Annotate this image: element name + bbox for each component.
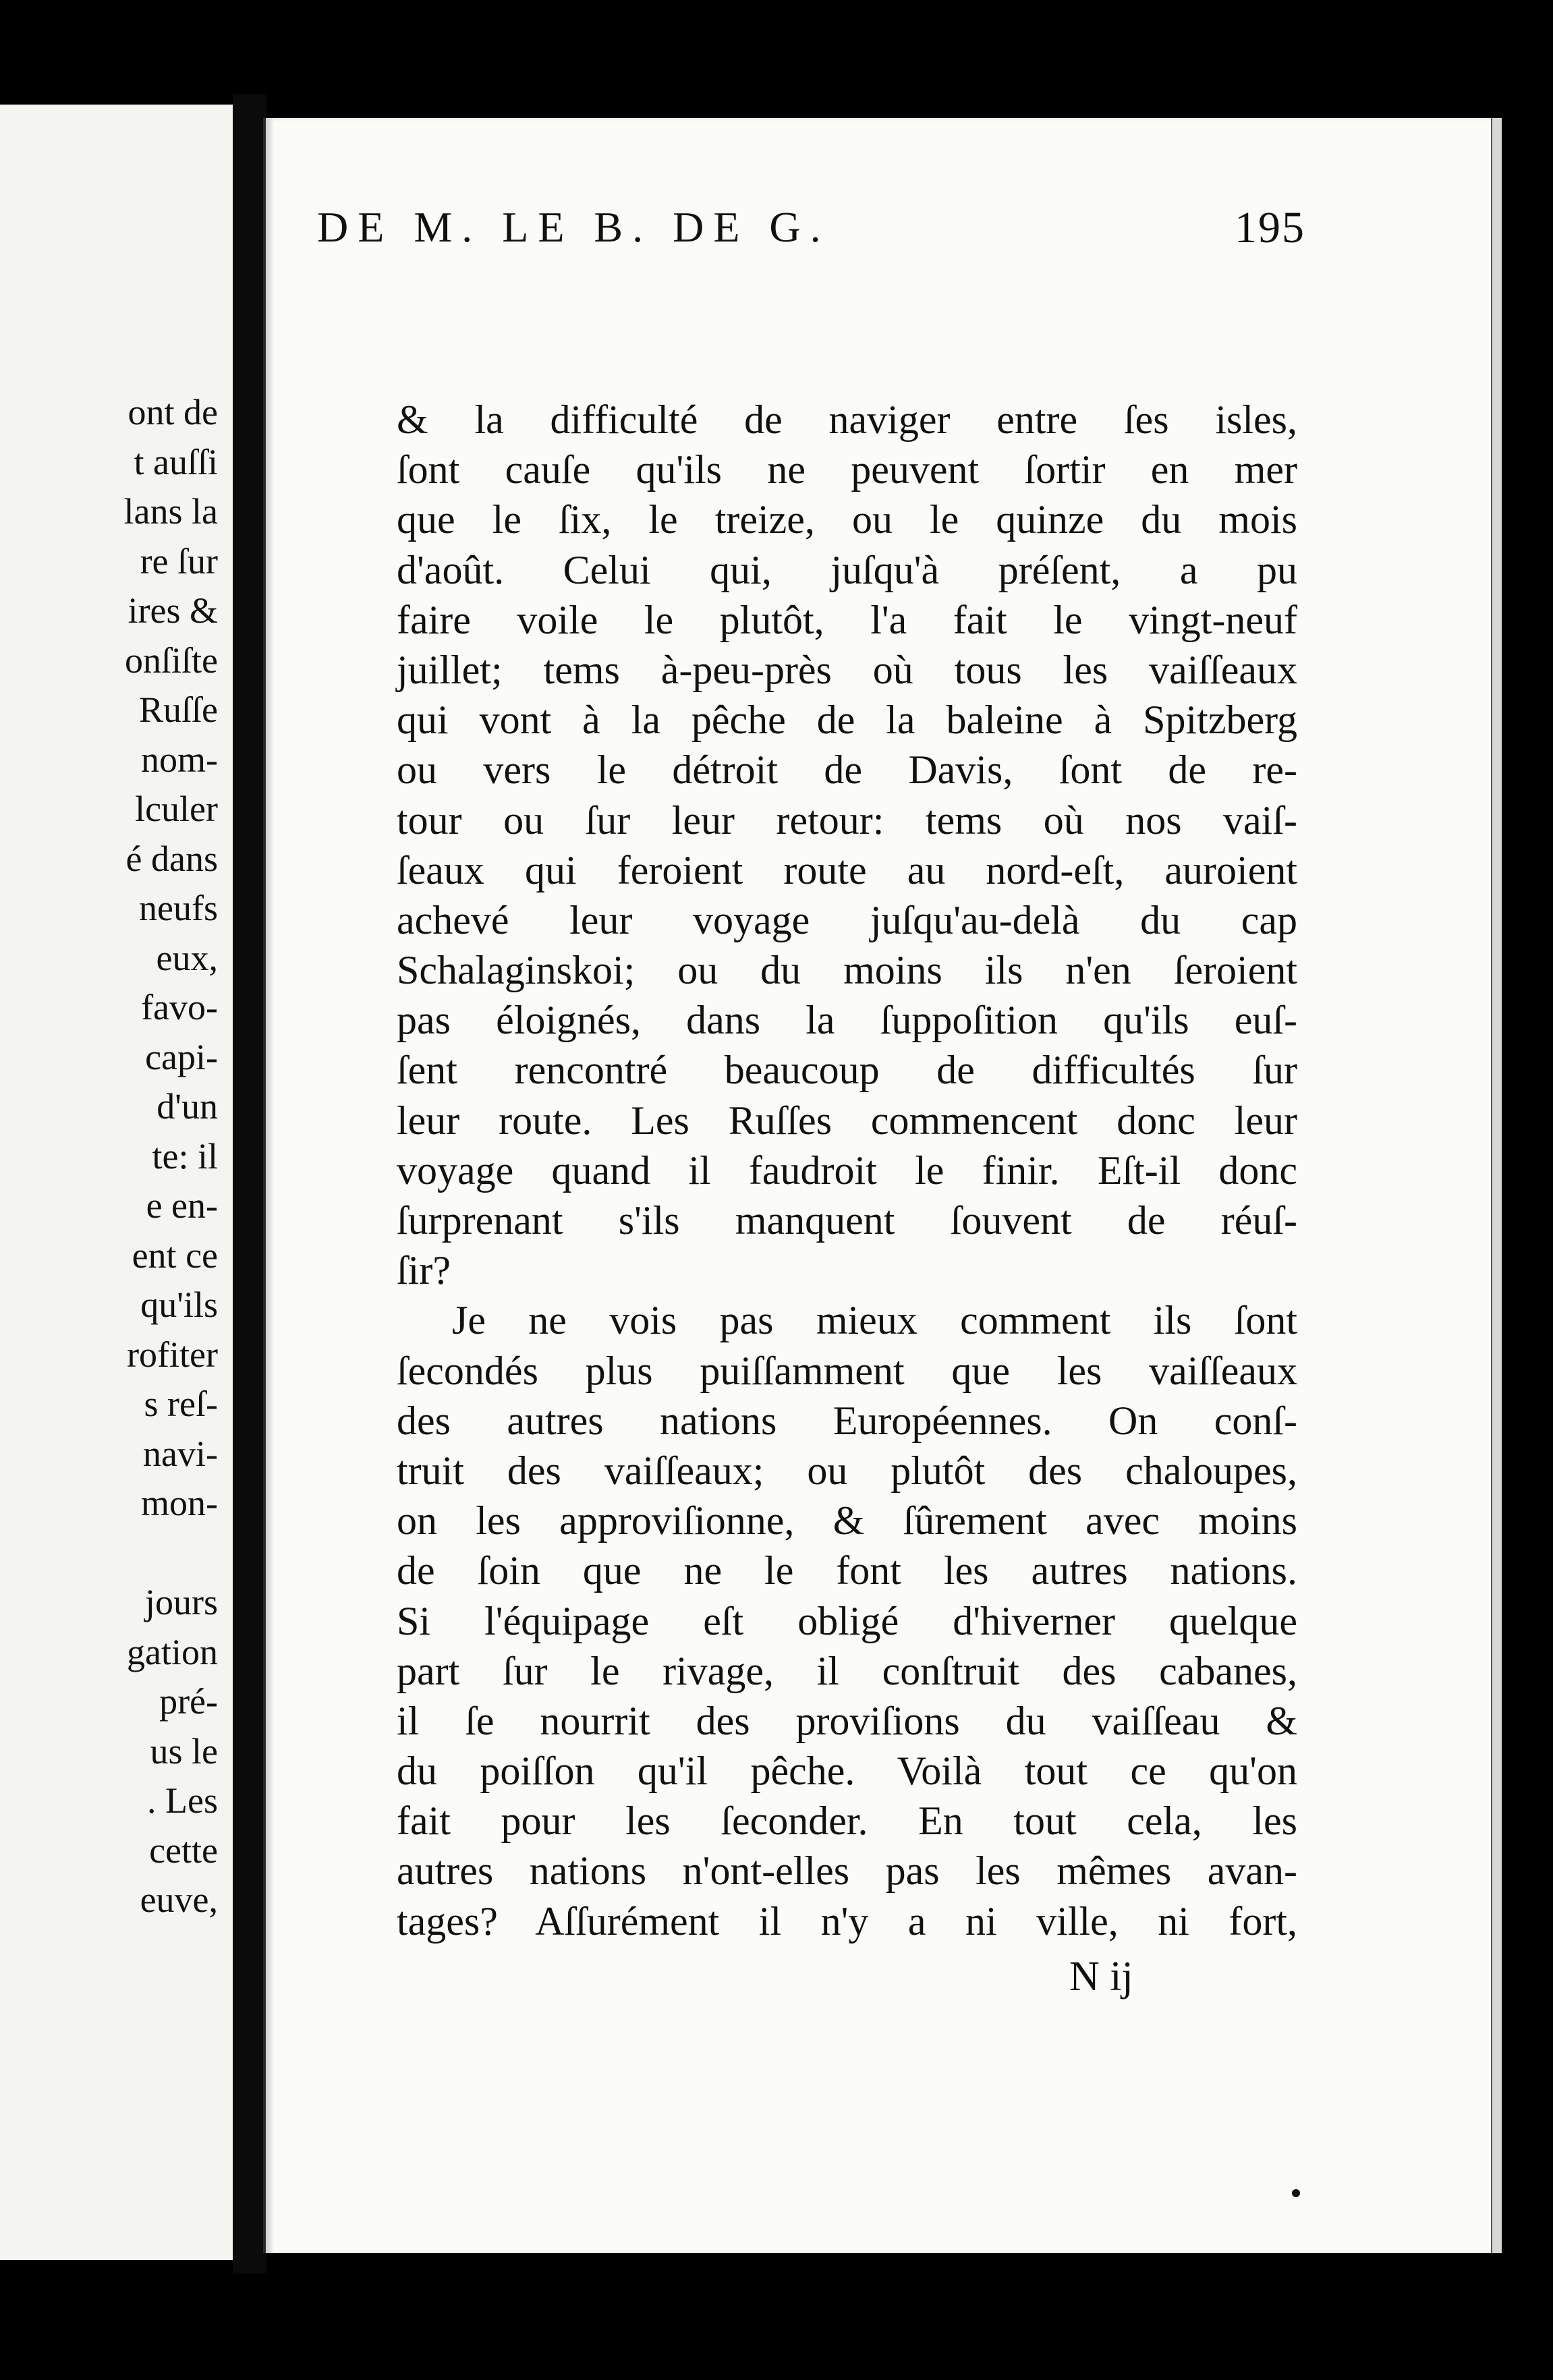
text-line: fait pour les ſeconder. En tout cela, les	[397, 1798, 1297, 1844]
facing-page-line: nom-	[141, 739, 218, 780]
text-line: qui vont à la pêche de la baleine à Spitzberg	[397, 698, 1297, 743]
text-line: & la difficulté de naviger entre ſes isles,	[397, 397, 1297, 442]
text-line: ſir?	[397, 1248, 451, 1293]
facing-page-line: é dans	[125, 838, 218, 879]
facing-page-line: euve,	[140, 1879, 218, 1920]
page-body-text	[397, 395, 1297, 1946]
running-head-title: DE M. LE B. DE G.	[317, 203, 830, 251]
text-line: d'août. Celui qui, juſqu'à préſent, a pu	[397, 547, 1297, 592]
facing-page-line: lans la	[123, 491, 218, 532]
text-line: ſent rencontré beaucoup de difficultés ſur	[397, 1048, 1297, 1093]
text-line: part ſur le rivage, il conſtruit des cabanes,	[397, 1648, 1297, 1693]
facing-page-line: ont de	[128, 392, 218, 432]
facing-page-line: e en-	[146, 1185, 218, 1226]
facing-page-line: te: il	[152, 1135, 218, 1177]
ink-speck	[1292, 2189, 1300, 2197]
text-line: que le ſix, le treize, ou le quinze du mois	[397, 497, 1297, 542]
signature-mark: N ij	[1069, 1954, 1133, 2000]
text-line: tour ou ſur leur retour: tems où nos vaiſ-	[397, 797, 1297, 843]
facing-page-line: cette	[149, 1830, 218, 1871]
text-line: ou vers le détroit de Davis, ſont de re-	[397, 747, 1297, 793]
text-line: Si l'équipage eſt obligé d'hiverner quelque	[397, 1598, 1297, 1643]
facing-page-line: rofiter	[127, 1334, 218, 1375]
facing-page-line: navi-	[143, 1433, 218, 1474]
facing-page-line: eux,	[156, 937, 218, 978]
page-edge	[1491, 118, 1502, 2253]
text-line: ſeaux qui feroient route au nord-eſt, auroient	[397, 847, 1297, 893]
text-line: Je ne vois pas mieux comment ils ſont	[452, 1298, 1297, 1343]
text-line: faire voile le plutôt, l'a fait le vingt-neuf	[397, 597, 1297, 642]
facing-page-line: gation	[127, 1631, 218, 1672]
facing-page-line: favo-	[141, 987, 218, 1027]
facing-page-line: us le	[150, 1730, 218, 1772]
text-line: Schalaginskoi; ou du moins ils n'en ſeroient	[397, 948, 1297, 993]
text-line: ſecondés plus puiſſamment que les vaiſſeaux	[397, 1348, 1297, 1393]
text-line: voyage quand il faudroit le finir. Eſt-il donc	[397, 1148, 1297, 1193]
facing-page-line: . Les	[147, 1780, 218, 1821]
facing-page-line: lculer	[135, 789, 218, 829]
facing-page-line: t auſſi	[134, 441, 218, 482]
facing-page-line: d'un	[157, 1086, 218, 1127]
facing-page-line: ent ce	[132, 1235, 218, 1276]
facing-page-line: neufs	[139, 888, 218, 928]
text-line: des autres nations Européennes. On conſ-	[397, 1398, 1297, 1443]
facing-page-line: capi-	[145, 1036, 218, 1077]
facing-page-line: jours	[145, 1582, 218, 1622]
text-line: tages? Aſſurément il n'y a ni ville, ni fort,	[397, 1898, 1297, 1944]
text-line: ſont cauſe qu'ils ne peuvent ſortir en mer	[397, 447, 1297, 492]
text-line: leur route. Les Ruſſes commencent donc leur	[397, 1098, 1297, 1143]
facing-page-line: Ruſſe	[139, 689, 218, 730]
text-line: truit des vaiſſeaux; ou plutôt des chaloupes,	[397, 1448, 1297, 1493]
page-number: 195	[1235, 203, 1305, 252]
text-line: achevé leur voyage juſqu'au-delà du cap	[397, 897, 1297, 942]
text-line: pas éloignés, dans la ſuppoſition qu'ils euſ-	[397, 998, 1297, 1043]
facing-page-line: s reſ-	[144, 1384, 218, 1424]
facing-page-line: re ſur	[140, 540, 218, 582]
facing-page-line: onſiſte	[125, 640, 218, 681]
running-head	[317, 202, 1305, 263]
facing-page-line: pré-	[159, 1681, 218, 1722]
facing-page-fragment	[0, 105, 239, 2260]
text-line: juillet; tems à-peu-près où tous les vaiſſeaux	[397, 647, 1297, 692]
text-line: on les approviſionne, & ſûrement avec moins	[397, 1498, 1297, 1543]
facing-page-text	[2, 388, 218, 1925]
text-line: ſurprenant s'ils manquent ſouvent de réuſ-	[397, 1198, 1297, 1243]
text-line: du poiſſon qu'il pêche. Voilà tout ce qu'on	[397, 1749, 1297, 1794]
text-line: autres nations n'ont-elles pas les mêmes avan-	[397, 1848, 1297, 1894]
text-line: de ſoin que ne le font les autres nations.	[397, 1548, 1297, 1593]
facing-page-line: mon-	[141, 1483, 218, 1523]
facing-page-line: ires &	[128, 590, 218, 631]
book-gutter	[233, 94, 266, 2273]
text-line: il ſe nourrit des proviſions du vaiſſeau &	[397, 1698, 1297, 1743]
facing-page-line	[2, 1529, 218, 1579]
facing-page-line: qu'ils	[140, 1284, 218, 1325]
